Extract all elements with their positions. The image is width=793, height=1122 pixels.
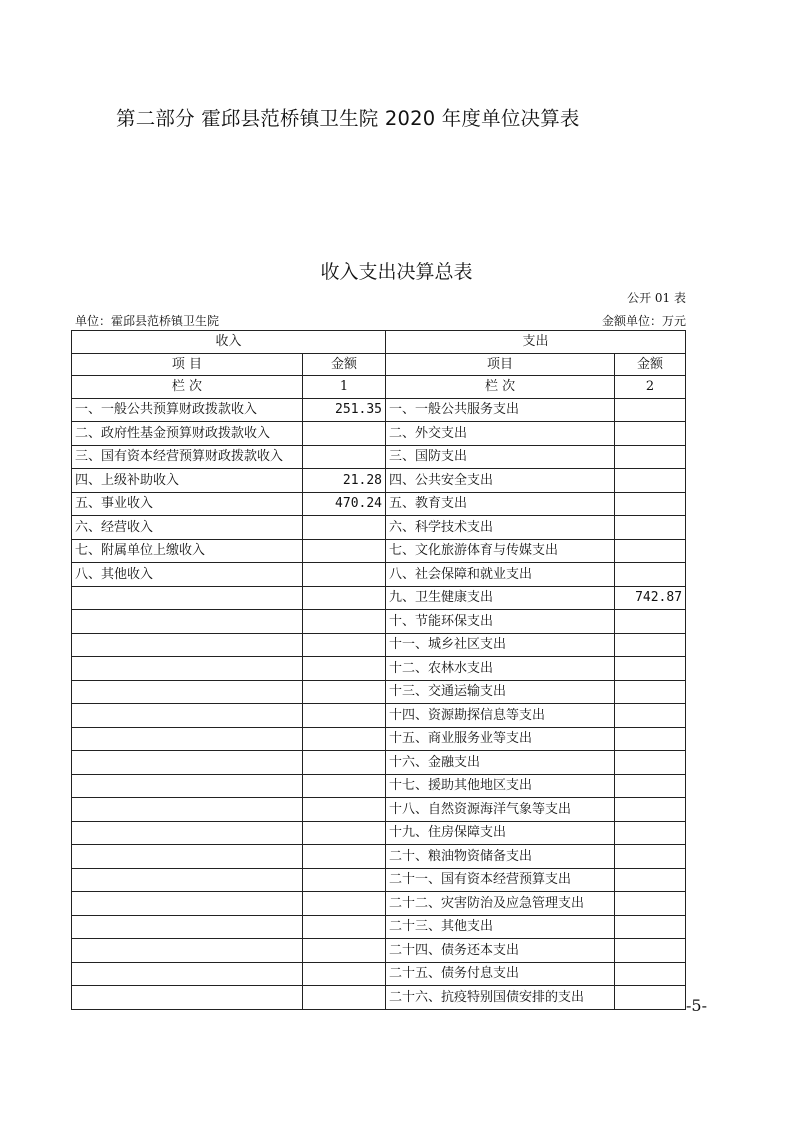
income-item-cell <box>72 939 303 963</box>
table-subheader-row <box>72 353 686 376</box>
income-item-header: 项 目 <box>72 353 303 376</box>
expense-item-cell: 三、国防支出 <box>386 445 615 469</box>
expense-item-cell: 十二、农林水支出 <box>386 657 615 681</box>
expense-amount-cell <box>615 492 686 516</box>
table-row <box>72 892 686 916</box>
income-item-cell: 四、上级补助收入 <box>72 469 303 493</box>
expense-amount-cell <box>615 962 686 986</box>
table-row <box>72 751 686 775</box>
expense-amount-cell <box>615 469 686 493</box>
income-item-cell <box>72 633 303 657</box>
income-item-cell: 二、政府性基金预算财政拨款收入 <box>72 422 303 446</box>
expense-amount-cell <box>615 845 686 869</box>
expense-item-cell: 六、科学技术支出 <box>386 516 615 540</box>
amount-unit-label: 金额单位：万元 <box>601 314 686 328</box>
expense-item-cell: 二十四、债务还本支出 <box>386 939 615 963</box>
expense-item-cell: 七、文化旅游体育与传媒支出 <box>386 539 615 563</box>
income-item-cell <box>72 962 303 986</box>
table-row <box>72 398 686 422</box>
income-amount-cell <box>303 633 386 657</box>
table-row <box>72 986 686 1010</box>
table-row <box>72 516 686 540</box>
income-amount-cell <box>303 704 386 728</box>
unit-label: 单位：霍邱县范桥镇卫生院 <box>75 314 220 328</box>
income-expense-table <box>71 330 686 1010</box>
income-item-cell <box>72 727 303 751</box>
income-amount-cell: 251.35 <box>303 398 386 422</box>
expense-amount-cell <box>615 727 686 751</box>
table-title: 收入支出决算总表 <box>320 261 473 283</box>
table-row <box>72 610 686 634</box>
income-item-cell <box>72 751 303 775</box>
expense-amount-cell <box>615 704 686 728</box>
income-item-cell: 三、国有资本经营预算财政拨款收入 <box>72 445 303 469</box>
expense-item-cell: 八、社会保障和就业支出 <box>386 563 615 587</box>
expense-item-cell: 二十五、债务付息支出 <box>386 962 615 986</box>
table-column-number-row <box>72 376 686 399</box>
expense-amount-cell <box>615 939 686 963</box>
table-row <box>72 915 686 939</box>
table-row <box>72 422 686 446</box>
income-item-cell <box>72 845 303 869</box>
income-item-cell: 七、附属单位上缴收入 <box>72 539 303 563</box>
income-amount-cell <box>303 586 386 610</box>
expense-amount-cell <box>615 657 686 681</box>
income-item-cell: 六、经营收入 <box>72 516 303 540</box>
expense-amount-cell <box>615 774 686 798</box>
table-row <box>72 962 686 986</box>
income-amount-cell <box>303 845 386 869</box>
table-row <box>72 704 686 728</box>
income-amount-cell <box>303 422 386 446</box>
table-row <box>72 469 686 493</box>
income-item-cell <box>72 680 303 704</box>
table-row <box>72 492 686 516</box>
expense-item-cell: 十八、自然资源海洋气象等支出 <box>386 798 615 822</box>
expense-item-cell: 十四、资源勘探信息等支出 <box>386 704 615 728</box>
table-row <box>72 563 686 587</box>
expense-item-cell: 二十三、其他支出 <box>386 915 615 939</box>
table-row <box>72 445 686 469</box>
expense-amount-cell <box>615 868 686 892</box>
table-row <box>72 868 686 892</box>
expense-item-cell: 二十六、抗疫特别国债安排的支出 <box>386 986 615 1010</box>
expense-amount-cell <box>615 915 686 939</box>
table-row <box>72 633 686 657</box>
income-amount-cell <box>303 516 386 540</box>
income-amount-cell <box>303 680 386 704</box>
income-item-cell <box>72 892 303 916</box>
income-item-cell <box>72 868 303 892</box>
table-row <box>72 680 686 704</box>
expense-item-cell: 十五、商业服务业等支出 <box>386 727 615 751</box>
income-item-cell <box>72 798 303 822</box>
income-amount-header: 金额 <box>303 353 386 376</box>
expense-item-cell: 二十一、国有资本经营预算支出 <box>386 868 615 892</box>
expense-item-cell: 十三、交通运输支出 <box>386 680 615 704</box>
table-row <box>72 657 686 681</box>
income-amount-cell <box>303 657 386 681</box>
income-item-cell <box>72 704 303 728</box>
expense-amount-cell <box>615 751 686 775</box>
expense-amount-cell: 742.87 <box>615 586 686 610</box>
table-row <box>72 821 686 845</box>
expense-amount-cell <box>615 539 686 563</box>
income-amount-cell <box>303 962 386 986</box>
income-header: 收入 <box>72 331 386 354</box>
income-amount-cell <box>303 445 386 469</box>
expense-item-cell: 四、公共安全支出 <box>386 469 615 493</box>
income-amount-cell <box>303 892 386 916</box>
income-item-cell <box>72 821 303 845</box>
expense-item-cell: 十一、城乡社区支出 <box>386 633 615 657</box>
expense-item-cell: 十七、援助其他地区支出 <box>386 774 615 798</box>
income-amount-cell: 21.28 <box>303 469 386 493</box>
expense-item-cell: 一、一般公共服务支出 <box>386 398 615 422</box>
expense-amount-cell <box>615 422 686 446</box>
expense-amount-cell <box>615 516 686 540</box>
income-amount-cell <box>303 986 386 1010</box>
income-amount-cell <box>303 563 386 587</box>
expense-amount-cell <box>615 445 686 469</box>
expense-amount-cell <box>615 398 686 422</box>
income-amount-cell: 470.24 <box>303 492 386 516</box>
table-row <box>72 798 686 822</box>
table-row <box>72 539 686 563</box>
expense-item-cell: 十六、金融支出 <box>386 751 615 775</box>
income-item-cell <box>72 986 303 1010</box>
expense-item-cell: 二十、粮油物资储备支出 <box>386 845 615 869</box>
table-row <box>72 727 686 751</box>
expense-amount-cell <box>615 563 686 587</box>
expense-amount-cell <box>615 798 686 822</box>
income-item-cell: 五、事业收入 <box>72 492 303 516</box>
income-item-cell: 一、一般公共预算财政拨款收入 <box>72 398 303 422</box>
expense-item-cell: 九、卫生健康支出 <box>386 586 615 610</box>
expense-item-cell: 二、外交支出 <box>386 422 615 446</box>
table-header-row <box>72 331 686 354</box>
expense-amount-cell <box>615 821 686 845</box>
income-lanci-label: 栏 次 <box>72 376 303 399</box>
table-row <box>72 586 686 610</box>
table-row <box>72 939 686 963</box>
income-item-cell <box>72 774 303 798</box>
expense-header: 支出 <box>386 331 686 354</box>
expense-amount-header: 金额 <box>615 353 686 376</box>
expense-column-number: 2 <box>615 376 686 399</box>
income-amount-cell <box>303 821 386 845</box>
part-title: 第二部分 霍邱县范桥镇卫生院 2020 年度单位决算表 <box>116 107 580 130</box>
income-amount-cell <box>303 751 386 775</box>
income-item-cell <box>72 915 303 939</box>
expense-item-header: 项目 <box>386 353 615 376</box>
income-amount-cell <box>303 727 386 751</box>
income-column-number: 1 <box>303 376 386 399</box>
table-row <box>72 845 686 869</box>
income-amount-cell <box>303 539 386 563</box>
page-number: -5- <box>686 996 707 1015</box>
expense-item-cell: 二十二、灾害防治及应急管理支出 <box>386 892 615 916</box>
expense-item-cell: 十、节能环保支出 <box>386 610 615 634</box>
table-row <box>72 774 686 798</box>
income-item-cell <box>72 586 303 610</box>
expense-amount-cell <box>615 986 686 1010</box>
income-amount-cell <box>303 915 386 939</box>
income-amount-cell <box>303 798 386 822</box>
expense-lanci-label: 栏 次 <box>386 376 615 399</box>
income-amount-cell <box>303 774 386 798</box>
income-amount-cell <box>303 868 386 892</box>
form-number: 公开 01 表 <box>627 291 686 305</box>
expense-amount-cell <box>615 610 686 634</box>
expense-amount-cell <box>615 633 686 657</box>
income-amount-cell <box>303 610 386 634</box>
income-amount-cell <box>303 939 386 963</box>
income-item-cell <box>72 657 303 681</box>
expense-amount-cell <box>615 680 686 704</box>
income-item-cell <box>72 610 303 634</box>
expense-item-cell: 五、教育支出 <box>386 492 615 516</box>
expense-item-cell: 十九、住房保障支出 <box>386 821 615 845</box>
income-item-cell: 八、其他收入 <box>72 563 303 587</box>
expense-amount-cell <box>615 892 686 916</box>
